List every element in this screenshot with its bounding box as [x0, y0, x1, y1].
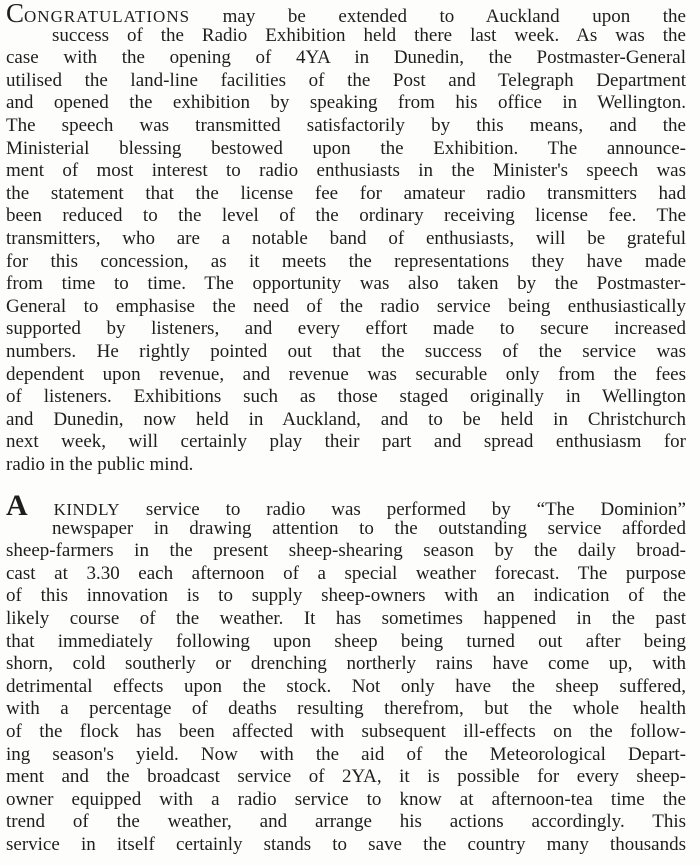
paragraph-line: case with the opening of 4YA in Dunedin, the Postmaster-General [6, 47, 686, 69]
paragraph-line: transmitters, who are a notable band of enthusiasts, will be grateful [6, 227, 686, 249]
paragraph-line: trend of the weather, and arrange his actions accordingly. This [6, 811, 686, 833]
paragraph-line: numbers. He rightly pointed out that the success of the service was [6, 340, 686, 362]
paragraph-line: cast at 3.30 each afternoon of a special weather forecast. The purpose [6, 562, 686, 584]
paragraph-line: that immediately following upon sheep being turned out after being [6, 630, 686, 652]
paragraph-line: of listeners. Exhibitions such as those staged originally in Wellington [6, 386, 686, 408]
paragraph-line: The speech was transmitted satisfactorily by this means, and the [6, 114, 686, 136]
paragraph-line [6, 489, 686, 522]
paragraph-line: next week, will certainly play their part and spread enthusiasm for [6, 431, 686, 453]
paragraph-line: from time to time. The opportunity was also taken by the Postmaster- [6, 273, 686, 295]
paragraph-line: and Dunedin, now held in Auckland, and to be held in Christchurch [6, 408, 686, 430]
paragraph-line: newspaper in drawing attention to the outstanding service afforded [52, 517, 686, 539]
lead-word: KINDLY [27, 500, 121, 519]
paragraph-line: of this innovation is to supply sheep-owners with an indication of the [6, 585, 686, 607]
paragraph-line: ment of most interest to radio enthusiasts in the Minister's speech was [6, 160, 686, 182]
paragraph-line: shorn, cold southerly or drenching northerly rains have come up, with [6, 653, 686, 675]
article-weather-forecast [6, 489, 686, 857]
paragraph-line: likely course of the weather. It has sometimes happened in the past [6, 607, 686, 629]
paragraph-line: owner equipped with a radio service to know at afternoon-tea time the [6, 788, 686, 810]
line-text: may be extended to Auckland upon the [190, 6, 686, 27]
paragraph-line: radio in the public mind. [6, 453, 194, 475]
paragraph-line: ing season's yield. Now with the aid of the Meteorological Depart- [6, 743, 686, 765]
paragraph-line: ment and the broadcast service of 2YA, it is possible for every sheep- [6, 766, 686, 788]
paragraph-line: for this concession, as it meets the representations they have made [6, 250, 686, 272]
paragraph-line: sheep-farmers in the present sheep-shearing season by the daily broad- [6, 540, 686, 562]
paragraph-line: been reduced to the level of the ordinary receiving license fee. The [6, 205, 686, 227]
drop-cap: A [6, 489, 28, 522]
paragraph-line: success of the Radio Exhibition held there last week. As was the [52, 24, 686, 46]
paragraph-line: service in itself certainly stands to save the country many thousands [6, 833, 686, 855]
line-text: service to radio was performed by “The Dominion” [120, 499, 686, 520]
paragraph-line: utilised the land-line facilities of the Post and Telegraph Department [6, 69, 686, 91]
article-auckland-exhibition [6, 2, 686, 476]
paragraph-line: Ministerial blessing bestowed upon the Exhibition. The announce- [6, 137, 686, 159]
paragraph-line: supported by listeners, and every effort made to secure increased [6, 318, 686, 340]
paragraph-line [6, 0, 686, 28]
lead-word: ONGRATULATIONS [24, 7, 191, 26]
paragraph-line: detrimental effects upon the stock. Not only have the sheep suffered, [6, 675, 686, 697]
drop-cap: C [6, 0, 25, 28]
paragraph-line: of the flock has been affected with subsequent ill-effects on the follow- [6, 720, 686, 742]
paragraph-line: with a percentage of deaths resulting therefrom, but the whole health [6, 698, 686, 720]
paragraph-line: General to emphasise the need of the radio service being enthusiastically [6, 295, 686, 317]
paragraph-line: and opened the exhibition by speaking from his office in Wellington. [6, 92, 686, 114]
paragraph-line: the statement that the license fee for amateur radio transmitters had [6, 182, 686, 204]
paragraph-line: dependent upon revenue, and revenue was securable only from the fees [6, 363, 686, 385]
